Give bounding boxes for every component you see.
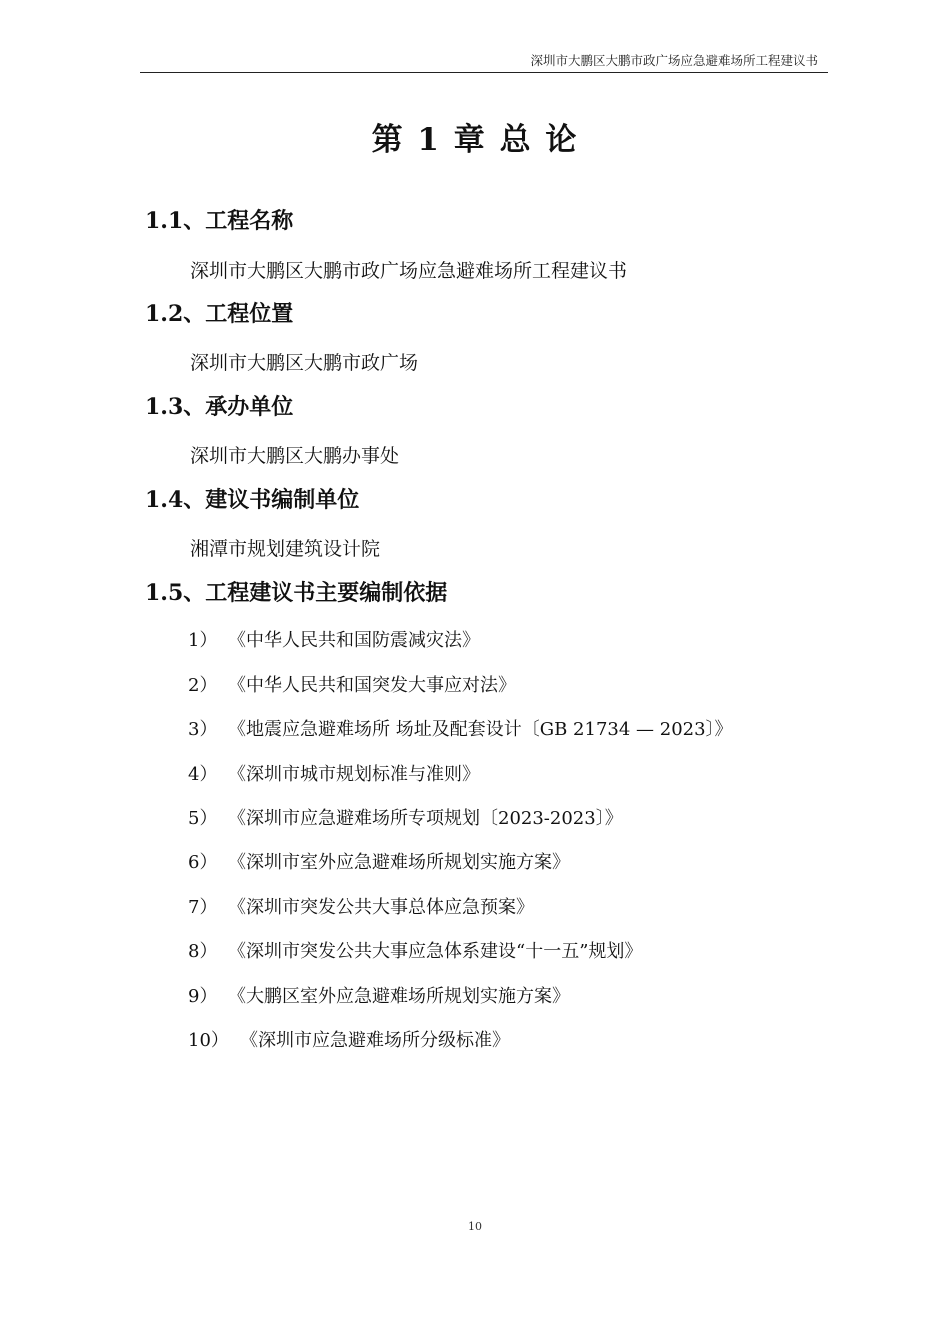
section-body-1-1: 深圳市大鹏区大鹏市政广场应急避难场所工程建议书 [190, 260, 628, 282]
section-body-1-4: 湘潭市规划建筑设计院 [190, 538, 381, 560]
section-heading-1-5: 1.5、工程建议书主要编制依据 [145, 580, 448, 606]
reference-title: 《深圳市应急避难场所分级标准》 [240, 1030, 510, 1051]
reference-title: 《深圳市突发公共大事总体应急预案》 [228, 897, 534, 918]
reference-item [188, 895, 534, 921]
reference-number: 10） [188, 1030, 229, 1051]
reference-item [188, 762, 480, 788]
reference-item [188, 673, 516, 699]
section-body-1-2: 深圳市大鹏区大鹏市政广场 [190, 352, 419, 374]
reference-number: 9） [188, 986, 218, 1007]
reference-number: 4） [188, 764, 218, 785]
reference-number: 5） [188, 808, 218, 829]
section-heading-1-1: 1.1、工程名称 [145, 208, 294, 234]
section-heading-1-2: 1.2、工程位置 [145, 301, 294, 327]
reference-title: 《大鹏区室外应急避难场所规划实施方案》 [228, 986, 570, 1007]
reference-item [188, 806, 623, 832]
reference-number: 3） [188, 719, 218, 740]
reference-number: 7） [188, 897, 218, 918]
reference-item [188, 717, 733, 743]
section-heading-1-3: 1.3、承办单位 [145, 394, 294, 420]
reference-title: 《深圳市突发公共大事应急体系建设“十一五”规划》 [228, 941, 643, 962]
reference-item [188, 939, 642, 965]
reference-title: 《地震应急避难场所 场址及配套设计〔GB 21734 — 2023〕》 [228, 719, 733, 740]
running-header [140, 52, 828, 73]
section-heading-1-4: 1.4、建议书编制单位 [145, 487, 360, 513]
reference-number: 2） [188, 675, 218, 696]
reference-title: 《深圳市室外应急避难场所规划实施方案》 [228, 852, 570, 873]
page-number: 10 [468, 1220, 482, 1233]
reference-number: 1） [188, 630, 218, 651]
reference-title: 《中华人民共和国防震减灾法》 [228, 630, 480, 651]
reference-title: 《中华人民共和国突发大事应对法》 [228, 675, 516, 696]
reference-item [188, 628, 480, 654]
section-body-1-3: 深圳市大鹏区大鹏办事处 [190, 445, 400, 467]
reference-title: 《深圳市应急避难场所专项规划〔2023-2023〕》 [228, 808, 623, 829]
reference-item [188, 984, 570, 1010]
running-header-title: 深圳市大鹏区大鹏市政广场应急避难场所工程建议书 [530, 53, 818, 68]
reference-number: 6） [188, 852, 218, 873]
reference-title: 《深圳市城市规划标准与准则》 [228, 764, 480, 785]
reference-number: 8） [188, 941, 218, 962]
reference-item [188, 1028, 510, 1054]
reference-item [188, 850, 570, 876]
chapter-title: 第 1 章 总 论 [371, 122, 579, 158]
